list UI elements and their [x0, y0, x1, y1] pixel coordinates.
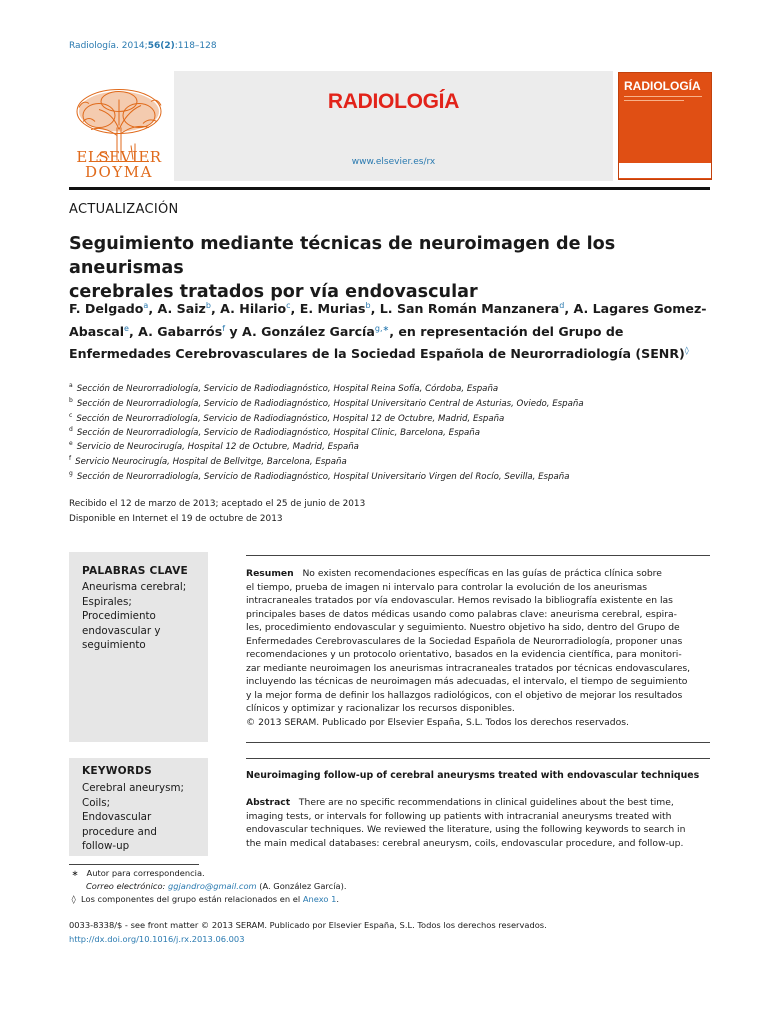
keyword-list	[82, 580, 186, 653]
doi-link[interactable]: http://dx.doi.org/10.1016/j.rx.2013.06.003	[69, 934, 245, 944]
email-link[interactable]: ggjandro@gmail.com	[167, 881, 257, 891]
issn-line: 0033-8338/$ - see front matter © 2013 SERAM. Publicado por Elsevier España, S.L. Todos los derechos reservados.	[69, 920, 547, 930]
resumen-line: el tiempo, prueba de imagen ni intervalo para controlar la evolución de los aneurismas	[246, 581, 648, 593]
abstract-rule	[246, 758, 710, 759]
group-footnote-mark[interactable]: ◊	[684, 346, 689, 356]
author-name: L. San Román Manzanera	[379, 301, 560, 317]
author-affil-mark[interactable]: b	[365, 301, 371, 310]
resumen-label: Resumen	[246, 568, 294, 579]
resumen-line: y la mejor forma de definir los hallazgos radiológicos, con el objetivo de mejorar los resultados	[246, 689, 683, 701]
resumen-line: les, procedimiento endovascular y seguimiento. Nuestro objetivo ha sido, dentro del Grupo de	[246, 622, 680, 633]
author-name: A. Lagares Gomez-Abascal	[69, 301, 707, 339]
journal-url-link[interactable]: www.elsevier.es/rx	[351, 157, 436, 167]
abstract-line: the main medical databases: cerebral aneurysm, coils, endovascular procedure, and follow-up.	[246, 837, 684, 849]
resumen-text	[246, 567, 710, 729]
affiliation: $^d$ Sección de Neurorradiología, Servicio de Radiodiagnóstico, Hospital Clinic, Barcelona, España	[69, 426, 480, 438]
journal-citation: Radiología. 2014;56(2):118–128	[69, 41, 217, 51]
received-date: Recibido el 12 de marzo de 2013; aceptado el 25 de junio de 2013	[69, 499, 366, 509]
resumen-line: recomendaciones y un protocolo orientativo, basados en la evidencia científica, para monitori-	[246, 649, 682, 660]
authors-group-text: , en representación del Grupo de Enfermedades Cerebrovasculares de la Sociedad Española de Neurorradiología (SENR)	[69, 323, 685, 362]
footnote-rule	[69, 864, 199, 865]
keywords-heading: KEYWORDS	[82, 765, 152, 777]
affiliation: $^b$ Sección de Neurorradiología, Servicio de Radiodiagnóstico, Hospital Universitario Central de Asturias, Oviedo, España	[69, 397, 584, 409]
author-affil-mark[interactable]: d	[559, 301, 565, 310]
footnote-email: Correo electrónico: ggjandro@gmail.com (A. González García).	[86, 881, 347, 891]
keyword-list	[82, 781, 184, 854]
keyword-item: Coils;	[82, 796, 111, 809]
author-name: E. Murias	[299, 301, 366, 317]
author-affil-mark[interactable]: b	[205, 301, 211, 310]
author-affil-mark[interactable]: c	[286, 301, 291, 310]
footnote-group: ◊ Los componentes del grupo están relacionados en el Anexo 1.	[71, 894, 339, 904]
publisher-name: ELSEVIER	[76, 148, 162, 166]
abstract-label: Abstract	[246, 797, 291, 808]
online-date: Disponible en Internet el 19 de octubre de 2013	[69, 514, 283, 524]
affiliation: $^f$ Servicio Neurocirugía, Hospital de Bellvitge, Barcelona, España	[69, 455, 347, 467]
keywords-heading: PALABRAS CLAVE	[82, 565, 188, 577]
resumen-line: principales bases de datos médicas usando como palabras clave: aneurisma cerebral, espira-	[246, 608, 677, 620]
affiliation: $^a$ Sección de Neurorradiología, Servicio de Radiodiagnóstico, Hospital Reina Sofía, Córdoba, España	[69, 382, 499, 394]
affiliation: $^e$ Servicio de Neurocirugía, Hospital 12 de Octubre, Madrid, España	[69, 440, 359, 452]
header-rule	[69, 187, 710, 190]
copyright-line: © 2013 SERAM. Publicado por Elsevier España, S.L. Todos los derechos reservados.	[246, 716, 629, 728]
author-name: A. Saiz	[157, 301, 206, 317]
keyword-item: Procedimiento	[82, 610, 156, 622]
resumen-line: zar mediante neuroimagen los aneurismas intracraneales tratados por técnicas endovasculares,	[246, 662, 691, 674]
author-name: A. Gabarrós	[138, 323, 223, 339]
author-name: F. Delgado	[69, 301, 144, 317]
abstract-line: endovascular techniques. We reviewed the literature, using the following keywords to search in	[246, 824, 686, 835]
journal-title: RADIOLOGÍA	[327, 90, 460, 113]
author-affil-mark[interactable]: a	[143, 301, 149, 310]
keyword-item: follow-up	[82, 840, 130, 852]
abstract-text	[246, 796, 710, 850]
author-list: F. Delgado$^a$, A. Saiz$^b$, A. Hilario$^c$, E. Murias$^b$, L. San Román Manzanera$^d$, A. Lagares Gomez-Abascal$^e$, A. Gabarrós$^f$ y A. González García$^{g,∗}$, en representación del Grupo de Enfermedades Cerebrovasculares de la Sociedad Española de Neurorradiología (SENR)◊	[69, 301, 707, 362]
annex-link[interactable]: Anexo 1	[302, 894, 337, 904]
abstract-line: imaging tests, or intervals for following up patients with intracranial aneurysms treated with	[246, 810, 672, 822]
keyword-item: Espirales;	[82, 595, 132, 608]
author-name: A. González García	[242, 323, 375, 339]
author-name: A. Hilario	[220, 301, 287, 317]
keyword-item: endovascular y	[82, 624, 161, 637]
cover-publisher-strip	[619, 163, 711, 178]
abstract-rule	[246, 742, 710, 743]
keyword-item: seguimiento	[82, 639, 146, 651]
title-line: Seguimiento mediante técnicas de neuroimagen de los aneurismas	[69, 234, 616, 278]
author-affil-mark[interactable]: g,∗	[374, 323, 390, 333]
affiliation: $^c$ Sección de Neurorradiología, Servicio de Radiodiagnóstico, Hospital 12 de Octubre, Madrid, España	[69, 412, 505, 424]
abstract-rule	[246, 555, 710, 556]
keyword-item: Cerebral aneurysm;	[82, 782, 184, 794]
resumen-line: clínicos y optimizar y racionalizar los recursos disponibles.	[246, 703, 515, 714]
keyword-item: Endovascular	[82, 811, 152, 823]
title-line: cerebrales tratados por vía endovascular	[69, 282, 478, 302]
article-title	[69, 232, 719, 304]
keyword-item: procedure and	[82, 825, 157, 838]
cover-divider	[624, 96, 702, 97]
article-type: ACTUALIZACIÓN	[69, 202, 179, 217]
resumen-line: incluyendo las técnicas de neuroimagen más adecuadas, el intervalo, el tiempo de seguimiento	[246, 676, 688, 687]
footnote-corresponding: ∗ Autor para correspondencia.	[71, 868, 205, 878]
cover-title: RADIOLOGÍA	[624, 79, 701, 93]
affiliation: $^g$ Sección de Neurorradiología, Servicio de Radiodiagnóstico, Hospital Universitario Virgen del Rocío, Sevilla, España	[69, 470, 570, 482]
english-title: Neuroimaging follow-up of cerebral aneurysms treated with endovascular techniques	[246, 770, 700, 781]
author-affil-mark[interactable]: e	[124, 323, 129, 333]
keyword-item: Aneurisma cerebral;	[82, 581, 187, 593]
resumen-line: intracraneales tratados por vía endovascular. Hemos revisado la bibliografía existente en las	[246, 595, 673, 606]
author-affil-mark[interactable]: f	[222, 323, 226, 333]
resumen-line: Enfermedades Cerebrovasculares de la Sociedad Española de Neurorradiología, proponer unas	[246, 635, 683, 647]
cover-divider	[624, 100, 684, 101]
abstract-line: Abstract There are no specific recommendations in clinical guidelines about the best time,	[246, 797, 674, 808]
resumen-line: Resumen No existen recomendaciones específicas en las guías de práctica clínica sobre	[246, 568, 662, 579]
publisher-subname: DOYMA	[85, 163, 153, 181]
